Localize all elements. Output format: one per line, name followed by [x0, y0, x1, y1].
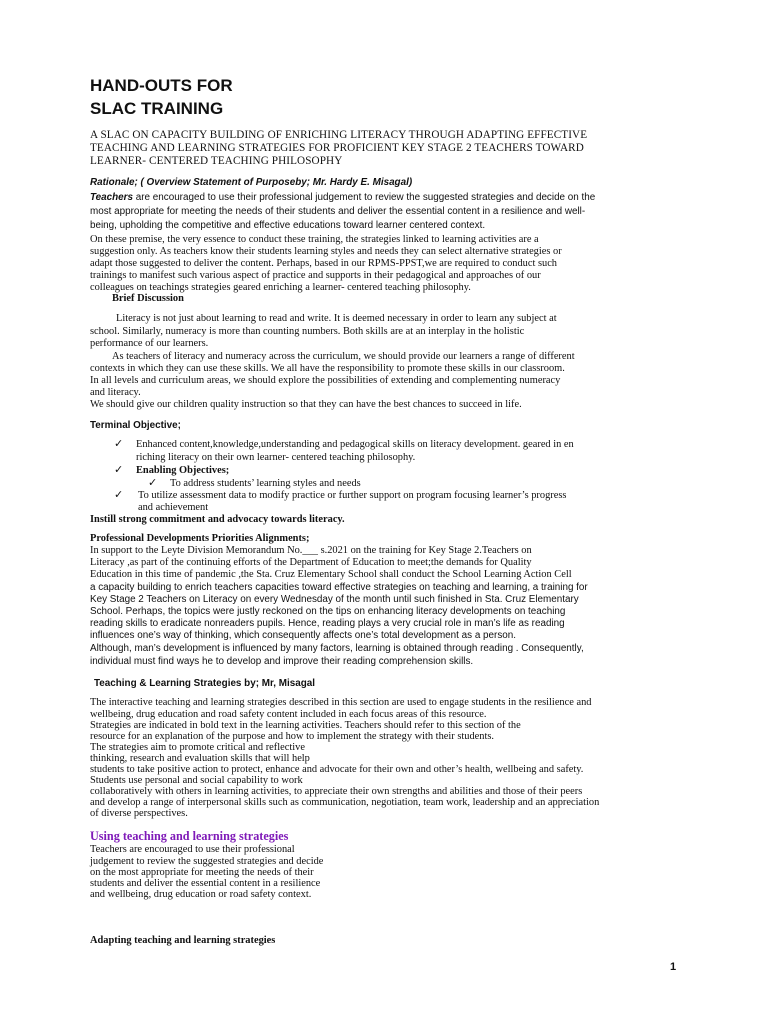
brief-line: In all levels and curriculum areas, we should explore the possibilities of extending and complementing numeracy: [90, 375, 561, 386]
checkmark-icon: ✓: [114, 488, 124, 501]
brief-line: As teachers of literacy and numeracy across the curriculum, we should provide our learners a range of different: [112, 351, 575, 362]
rationale-heading: Rationale; ( Overview Statement of Purposeby; Mr. Hardy E. Misagal): [90, 177, 413, 188]
brief-line: performance of our learners.: [90, 338, 209, 349]
brief-line: Literacy is not just about learning to read and write. It is deemed necessary in order to learn any subject at: [116, 313, 557, 324]
tls-line: Students use personal and social capability to work: [90, 775, 303, 786]
using-line: on the most appropriate for meeting the needs of their: [90, 867, 314, 878]
brief-line: contexts in which they can use these skills. We all have the responsibility to promote these skills in our classroom.: [90, 363, 565, 374]
pdpa-line: reading skills to eradicate nonreaders pupils. Hence, reading plays a very crucial role in man’s life as reading: [90, 618, 565, 629]
pdpa-line: a capacity building to enrich teachers capacities toward effective strategies on teaching and learning, a training for: [90, 582, 588, 593]
pdpa-line: Although, man’s development is influenced by many factors, learning is obtained through reading . Consequently,: [90, 643, 584, 654]
brief-line: school. Similarly, numeracy is more than counting numbers. Both skills are at an interplay in the holistic: [90, 326, 525, 337]
page-number: 1: [670, 961, 677, 973]
tls-line: thinking, research and evaluation skills that will help: [90, 753, 310, 764]
using-line: and wellbeing, drug education or road safety context.: [90, 889, 312, 900]
pdpa-line: School. Perhaps, the topics were justly reckoned on the tips on enhancing literacy developments on teaching: [90, 606, 566, 617]
subtitle-line: LEARNER- CENTERED TEACHING PHILOSOPHY: [90, 155, 343, 167]
title-line-2: SLAC TRAINING: [90, 99, 224, 118]
objective-line: To utilize assessment data to modify practice or further support on program focusing learner’s progress: [138, 490, 567, 501]
objective-line: riching literacy on their own learner- centered teaching philosophy.: [136, 452, 416, 463]
subtitle-line: A SLAC ON CAPACITY BUILDING OF ENRICHING LITERACY THROUGH ADAPTING EFFECTIVE: [90, 129, 588, 141]
checkmark-icon: ✓: [114, 437, 124, 450]
tls-line: The interactive teaching and learning strategies described in this section are used to engage students in the resilience and: [90, 697, 592, 708]
objective-line: and achievement: [138, 502, 209, 513]
rationale-line: [90, 192, 595, 203]
rationale-line: being, upholding the competitive and effective educations toward learner centered context.: [90, 220, 486, 231]
premise-line: trainings to manifest such various aspect of practice and supports in their pedagogical and approaches of our: [90, 270, 541, 281]
pdpa-heading: Professional Developments Priorities Alignments;: [90, 533, 310, 544]
pdpa-line: individual must find ways he to develop and improve their reading comprehension skills.: [90, 656, 474, 667]
pdpa-line: influences one’s way of thinking, which consequently affects one’s total development as a person.: [90, 630, 516, 641]
enabling-heading: Enabling Objectives;: [136, 465, 230, 476]
using-line: judgement to review the suggested strategies and decide: [90, 856, 324, 867]
premise-line: suggestion only. As teachers know their students learning styles and needs they can select alternative strategies or: [90, 246, 562, 257]
tls-line: of diverse perspectives.: [90, 808, 188, 819]
brief-line: and literacy.: [90, 387, 141, 398]
pdpa-line: Education in this time of pandemic ,the Sta. Cruz Elementary School shall conduct the School Learning Action Cell: [90, 569, 572, 580]
tls-line: resource for an explanation of the purpose and how to implement the strategy with their students.: [90, 731, 494, 742]
pdpa-line: Literacy ,as part of the continuing efforts of the Department of Education to meet;the demands for Quality: [90, 557, 532, 568]
terminal-heading: Terminal Objective;: [90, 420, 181, 431]
using-line: students and deliver the essential content in a resilience: [90, 878, 321, 889]
enabling-sub-item: To address students’ learning styles and needs: [170, 478, 361, 489]
checkmark-icon: ✓: [114, 463, 124, 476]
tls-line: wellbeing, drug education and road safety content included in each focus areas of this resource.: [90, 709, 487, 720]
using-line: Teachers are encouraged to use their professional: [90, 844, 295, 855]
instill-statement: Instill strong commitment and advocacy towards literacy.: [90, 514, 345, 525]
tls-line: The strategies aim to promote critical and reflective: [90, 742, 305, 753]
pdpa-line: Key Stage 2 Teachers on Literacy on every Wednesday of the month until such finished in Sta. Cruz Elementary: [90, 594, 579, 605]
using-heading: Using teaching and learning strategies: [90, 829, 289, 843]
objective-line: Enhanced content,knowledge,understanding and pedagogical skills on literacy development. geared in en: [136, 439, 574, 450]
brief-line: We should give our children quality instruction so that they can have the best chances to succeed in life.: [90, 399, 522, 410]
tls-line: Strategies are indicated in bold text in the learning activities. Teachers should refer to this section of the: [90, 720, 521, 731]
adapting-heading: Adapting teaching and learning strategies: [90, 935, 276, 946]
rationale-lead-word: Teachers: [90, 192, 134, 203]
tls-heading: Teaching & Learning Strategies by; Mr, Misagal: [94, 678, 315, 689]
rationale-line-rest: are encouraged to use their professional judgement to review the suggested strategies and decide on the: [133, 192, 596, 203]
rationale-line: most appropriate for meeting the needs of their students and deliver the essential content in a resilience and well-: [90, 206, 586, 217]
premise-line: adapt those suggested to deliver the content. Perhaps, based in our RPMS-PPST,we are required to conduct such: [90, 258, 557, 269]
subtitle-line: TEACHING AND LEARNING STRATEGIES FOR PROFICIENT KEY STAGE 2 TEACHERS TOWARD: [90, 142, 584, 154]
tls-line: collaboratively with others in learning activities, to appreciate their own strengths and abilities and those of their peers: [90, 786, 583, 797]
pdpa-line: In support to the Leyte Division Memorandum No.___ s.2021 on the training for Key Stage 2.Teachers on: [90, 545, 532, 556]
tls-line: and develop a range of interpersonal skills such as communication, negotiation, team work, leadership and an appreciation: [90, 797, 600, 808]
tls-line: students to take positive action to protect, enhance and advocate for their own and other’s health, wellbeing and safety.: [90, 764, 584, 775]
brief-heading: Brief Discussion: [112, 293, 184, 304]
checkmark-icon: ✓: [148, 476, 158, 489]
premise-line: On these premise, the very essence to conduct these training, the strategies linked to learning activities are a: [90, 234, 539, 245]
premise-line: colleagues on teachings strategies geared enriching a learner- centered teaching philosophy.: [90, 282, 471, 293]
title-line-1: HAND-OUTS FOR: [90, 76, 233, 95]
